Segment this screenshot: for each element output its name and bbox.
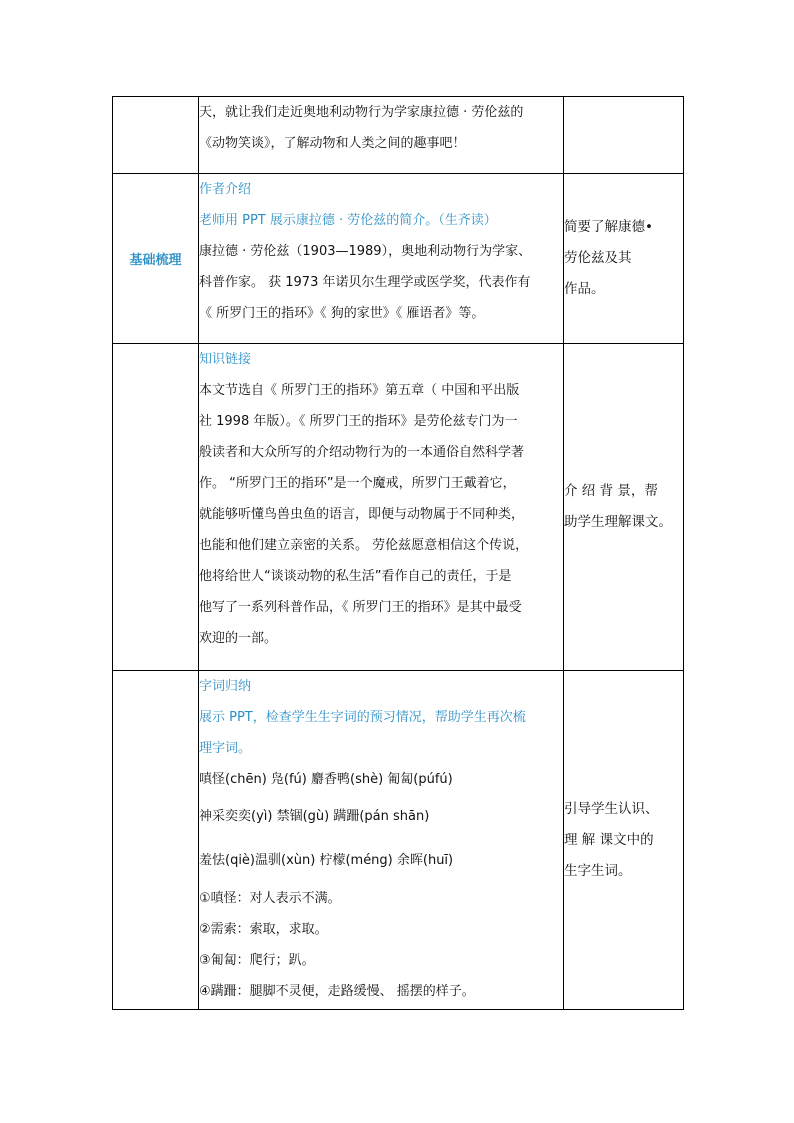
table-row: [113, 344, 684, 671]
text-line: 康拉德 · 劳伦兹（1903—1989），奥地利动物行为学家、: [199, 244, 532, 259]
text-line: 他将给世人“谈谈动物的私生活”看作自己的责任，于是: [199, 569, 512, 584]
text-line: 作。 “所罗门王的指环”是一个魔戒，所罗门王戴着它，: [199, 476, 516, 491]
text-line: 也能和他们建立亲密的关系。 劳伦兹愿意相信这个传说，: [199, 538, 529, 553]
definition-line: ③匍匐：爬行；趴。: [199, 953, 315, 968]
purpose-line: 助学生理解课文。: [564, 514, 672, 530]
section-heading: 知识链接: [199, 352, 252, 367]
purpose-line: 理 解 课文中的: [564, 831, 654, 848]
text-line: 就能够听懂鸟兽虫鱼的语言，即便与动物属于不同种类，: [199, 507, 525, 522]
purpose-line: 简要了解康德•: [564, 219, 653, 235]
section-heading: 作者介绍: [199, 182, 252, 197]
stage-cell: [113, 671, 199, 1010]
section-subheading: 理字词。: [199, 741, 252, 756]
stage-cell: [113, 97, 199, 174]
lesson-plan-table: [112, 96, 684, 1010]
stage-label: 基础梳理: [113, 174, 199, 344]
text-line: 欢迎的一部。: [199, 631, 278, 646]
table-row: [113, 174, 684, 344]
vocab-line: 嗔怪(chēn) 凫(fú) 麝香鸭(shè) 匍匐(púfú): [199, 772, 453, 787]
purpose-line: 作品。: [564, 281, 605, 297]
content-cell: [199, 174, 564, 344]
text-line: 社 1998 年版）。《 所罗门王的指环》是劳伦兹专门为一: [199, 414, 518, 429]
text-line: 科普作家。 获 1973 年诺贝尔生理学或医学奖，代表作有: [199, 275, 531, 290]
stage-cell: [113, 344, 199, 671]
content-cell: [199, 671, 564, 1010]
content-cell: [199, 344, 564, 671]
purpose-cell: [564, 671, 684, 1010]
text-line: 《 所罗门王的指环》《 狗的家世》《 雁语者》等。: [199, 306, 485, 321]
purpose-cell: [564, 344, 684, 671]
vocab-line: 神采奕奕(yì) 禁锢(gù) 蹒跚(pán shān): [199, 809, 430, 824]
definition-line: ①嗔怪：对人表示不满。: [199, 891, 341, 906]
definition-line: ②需索：索取，求取。: [199, 922, 328, 937]
table-row: [113, 97, 684, 174]
section-subheading: 老师用 PPT 展示康拉德 · 劳伦兹的简介。（生齐读）: [199, 213, 497, 228]
text-line: 《动物笑谈》，了解动物和人类之间的趣事吧！: [199, 136, 466, 151]
purpose-cell: [564, 174, 684, 344]
purpose-line: 介 绍 背 景，帮: [564, 483, 658, 499]
text-line: 他写了一系列科普作品，《 所罗门王的指环》是其中最受: [199, 600, 522, 615]
section-heading: 字词归纳: [199, 679, 252, 694]
purpose-line: 劳伦兹及其: [564, 250, 632, 266]
purpose-cell: [564, 97, 684, 174]
content-cell: [199, 97, 564, 174]
text-line: 本文节选自《 所罗门王的指环》第五章（ 中国和平出版: [199, 383, 520, 398]
text-line: 般读者和大众所写的介绍动物行为的一本通俗自然科学著: [199, 445, 525, 460]
section-subheading: 展示 PPT，检查学生生字词的预习情况，帮助学生再次梳: [199, 710, 526, 725]
text-line: 天，就让我们走近奥地利动物行为学家康拉德 · 劳伦兹的: [199, 105, 524, 120]
definition-line: ④蹒跚：腿脚不灵便，走路缓慢、 摇摆的样子。: [199, 984, 475, 999]
purpose-line: 引导学生认识、: [564, 800, 659, 817]
purpose-line: 生字生词。: [564, 862, 632, 879]
table-row: [113, 671, 684, 1010]
vocab-line: 羞怯(qiè)温驯(xùn) 柠檬(méng) 余晖(huī): [199, 853, 454, 868]
